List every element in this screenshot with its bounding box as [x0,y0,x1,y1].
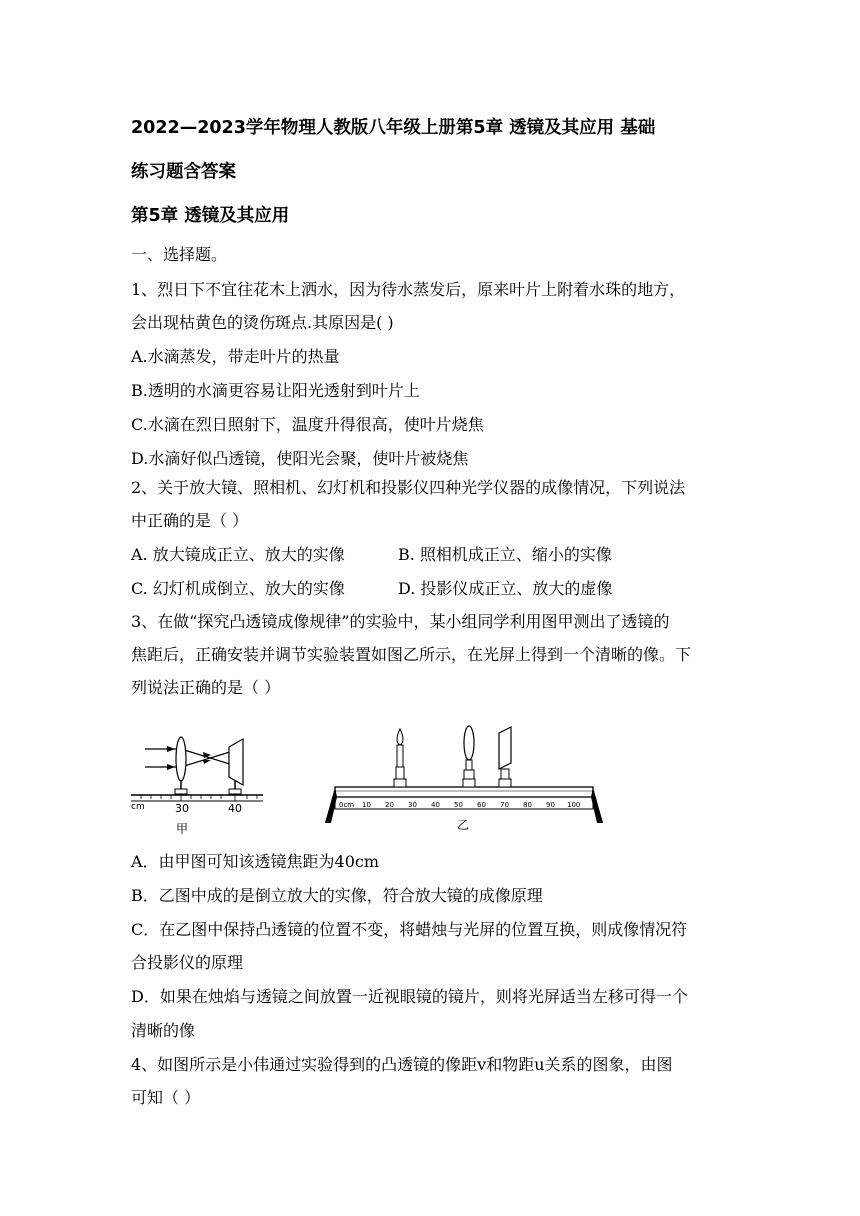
fig-yi-caption: 乙 [457,818,470,832]
q3-option-b: B．乙图中成的是倒立放大的实像，符合放大镜的成像原理 [131,886,543,905]
q3-figures [131,725,611,837]
fig-yi-tick-20: 20 [385,801,394,809]
q2-stem-line2: 中正确的是（ ） [131,511,249,530]
q1-option-c: C.水滴在烈日照射下，温度升得很高，使叶片烧焦 [131,415,484,434]
fig-yi-tick-50: 50 [454,801,463,809]
q2-stem-line1: 2、关于放大镜、照相机、幻灯机和投影仪四种光学仪器的成像情况，下列说法 [131,478,686,497]
q2-options-row2 [131,579,612,599]
q1-stem-line2: 会出现枯黄色的烫伤斑点.其原因是( ) [131,313,394,332]
q1-option-b: B.透明的水滴更容易让阳光透射到叶片上 [131,381,420,400]
q4-stem-line2: 可知（ ） [131,1088,201,1107]
fig-yi-tick-100: 100 [567,801,581,809]
q2-option-c: C. 幻灯机成倒立、放大的实像 [131,579,345,598]
fig-jia-caption: 甲 [176,822,189,836]
q3-option-d-line2: 清晰的像 [131,1021,196,1040]
q3-stem-line2: 焦距后，正确安装并调节实验装置如图乙所示，在光屏上得到一个清晰的像。下 [131,645,692,664]
fig-yi-tick-30: 30 [408,801,417,809]
fig-yi-tick-40: 40 [431,801,440,809]
q2-options-row1 [131,545,612,565]
fig-yi-tick-80: 80 [523,801,532,809]
figure-yi [321,725,611,837]
fig-jia-tick-30: 30 [175,802,189,815]
q2-option-d: D. 投影仪成正立、放大的虚像 [398,579,613,598]
fig-jia-unit: cm [131,802,145,812]
q3-option-c-line2: 合投影仪的原理 [131,953,244,972]
q2-option-b: B. 照相机成正立、缩小的实像 [398,545,612,564]
fig-jia-tick-40: 40 [228,802,242,815]
fig-yi-tick-70: 70 [500,801,509,809]
fig-yi-tick-60: 60 [477,801,486,809]
doc-title-line2: 练习题含答案 [131,162,236,182]
fig-yi-tick-90: 90 [546,801,555,809]
figure-jia [131,725,271,837]
chapter-heading: 第5章 透镜及其应用 [131,206,290,226]
q3-option-c-line1: C．在乙图中保持凸透镜的位置不变，将蜡烛与光屏的位置互换，则成像情况符 [131,920,688,939]
section-heading: 一、选择题。 [131,245,228,264]
q1-option-a: A.水滴蒸发，带走叶片的热量 [131,347,340,366]
q3-stem-line1: 3、在做“探究凸透镜成像规律”的实验中，某小组同学利用图甲测出了透镜的 [131,612,670,631]
doc-title-line1: 2022—2023学年物理人教版八年级上册第5章 透镜及其应用 基础 [131,118,656,138]
q4-stem-line1: 4、如图所示是小伟通过实验得到的凸透镜的像距v和物距u关系的图象，由图 [131,1055,673,1074]
q1-option-d: D.水滴好似凸透镜，使阳光会聚，使叶片被烧焦 [131,449,469,468]
fig-yi-tick-10: 10 [362,801,371,809]
q1-stem-line1: 1、烈日下不宜往花木上洒水，因为待水蒸发后，原来叶片上附着水珠的地方， [131,280,686,299]
q2-option-a: A. 放大镜成正立、放大的实像 [131,545,345,564]
q3-stem-line3: 列说法正确的是（ ） [131,678,281,697]
q3-option-d-line1: D．如果在烛焰与透镜之间放置一近视眼镜的镜片，则将光屏适当左移可得一个 [131,987,688,1006]
fig-yi-tick-0: 0cm [339,801,355,809]
q3-option-a: A．由甲图可知该透镜焦距为40cm [131,852,380,871]
